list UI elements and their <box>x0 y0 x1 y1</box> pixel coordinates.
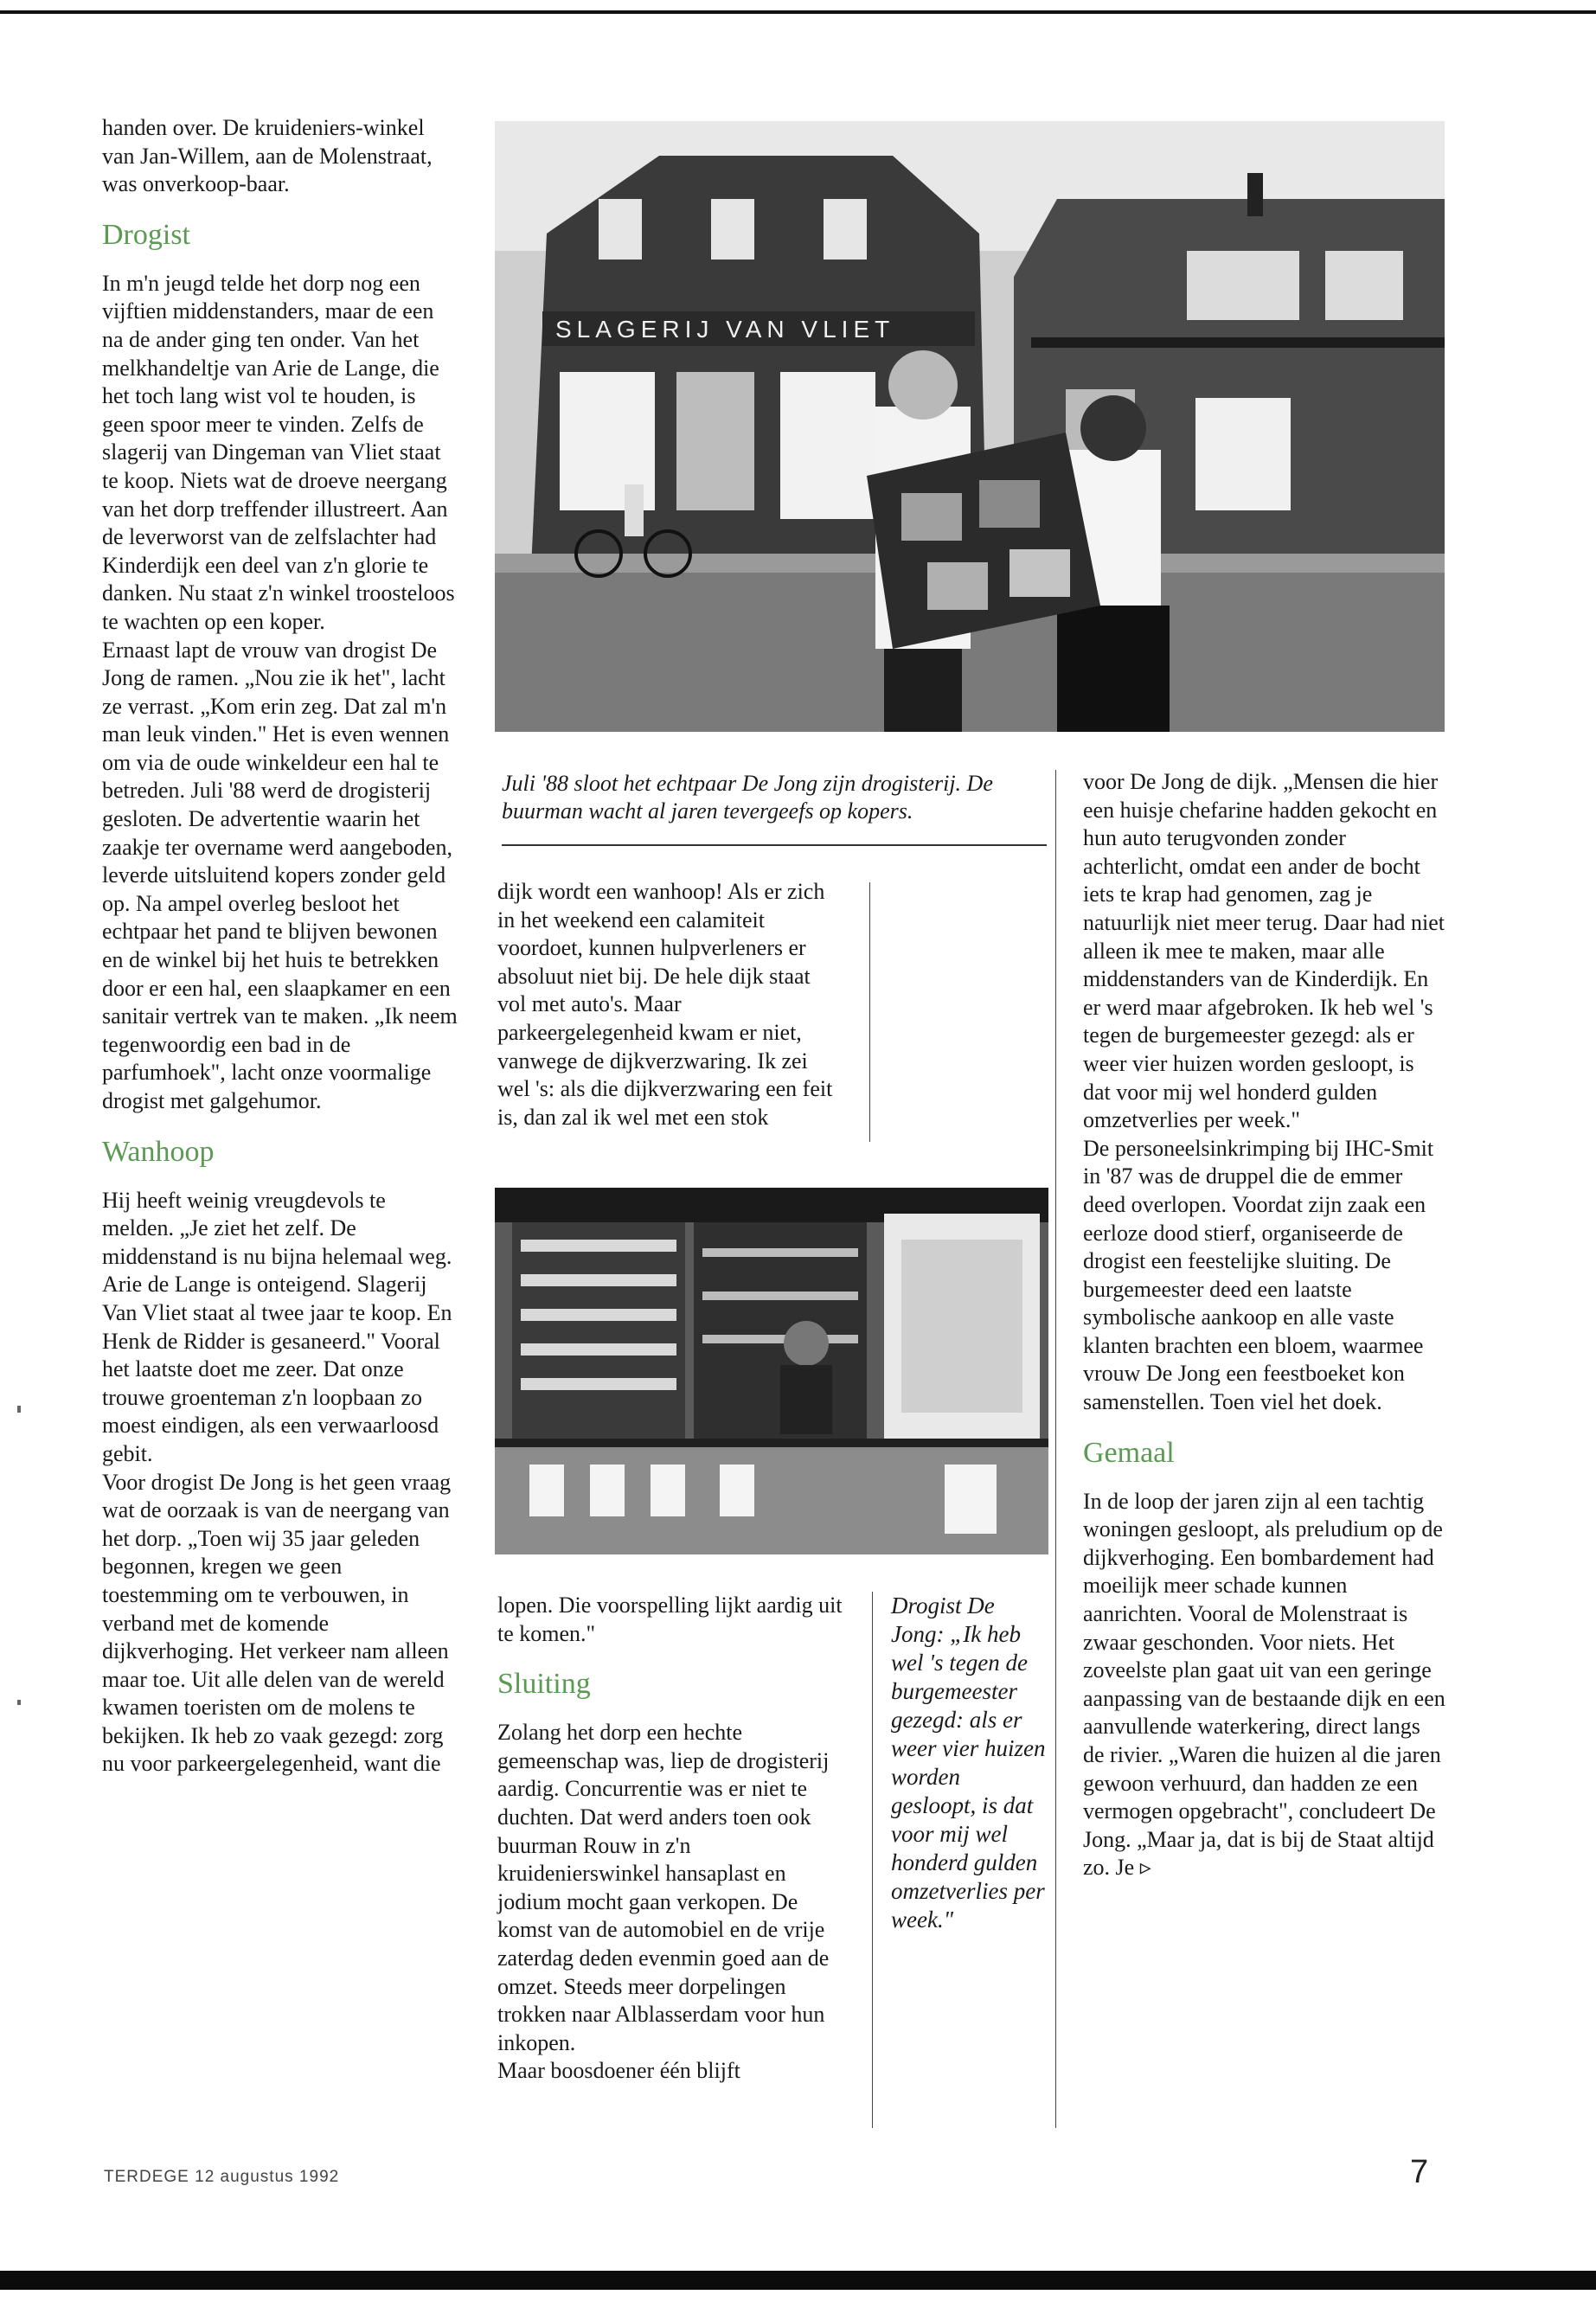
paragraph: Hij heeft weinig vreugdevols te melden. „Je ziet het zelf. De middenstand is nu bijna helemaal weg. Arie de Lange is onteigend. Slagerij Van Vliet staat al twee jaar te koop. En Henk de Ridder is gesaneerd." Vooral het laatste doet me zeer. Dat onze trouwe groenteman z'n loopbaan zo moest eindigen, als een verwaarloosd gebit. <box>102 1187 452 1466</box>
heading-sluiting: Sluiting <box>497 1668 591 1701</box>
paragraph: De personeelsinkrimping bij IHC-Smit in '87 was de druppel die de emmer deed overlopen. Voordat zijn zaak een eerloze dood stierf, organiseerde de drogist een feestelijke sluiting. De burgemeester deed een laatste symbolische aankoop en alle vaste klanten brachten een bloem, waarmee vrouw De Jong een feestboeket kon samenstellen. Toen viel het doek. <box>1083 1135 1434 1415</box>
caption-rule <box>502 844 1047 846</box>
margin-mark <box>17 1406 21 1413</box>
photo-storefront <box>495 121 1445 732</box>
column-rule <box>872 1592 873 2128</box>
column-2-lower <box>497 1592 843 2086</box>
column-1 <box>102 114 458 1779</box>
column-2-upper <box>497 878 839 1131</box>
paragraph: voor De Jong de dijk. „Mensen die hier een huisje chefarine hadden gekocht en hun auto terugvonden zonder achterlicht, omdat een ander de bocht iets te krap had genomen, zag je natuurlijk niet meer terug. Daar had niet alleen ik mee te maken, maar alle middenstanders van de Kinderdijk. En er werd maar afgebroken. Ik heb wel 's tegen de burgemeester gezegd: als er weer vier huizen worden gesloopt, is dat voor mij wel honderd gulden omzetverlies per week." <box>1083 769 1445 1133</box>
column-rule <box>869 882 870 1142</box>
paragraph: dijk wordt een wanhoop! Als er zich in het weekend een calamiteit voordoet, kunnen hulpverleners er absoluut niet bij. De hele dijk staat vol met auto's. Maar parkeergelegenheid kwam er niet, vanwege de dijkverzwaring. Ik zei wel 's: als die dijkverzwaring een feit is, dan zal ik wel met een stok <box>497 879 833 1130</box>
paragraph: lopen. Die voorspelling lijkt aardig uit te komen." <box>497 1593 843 1646</box>
column-3 <box>1083 768 1446 1882</box>
heading-gemaal: Gemaal <box>1083 1436 1175 1469</box>
paragraph: Voor drogist De Jong is het geen vraag wat de oorzaak is van de neergang van het dorp. „Toen wij 35 jaar geleden begonnen, kregen we geen toestemming om te verbouwen, in verband met de komende dijkverhoging. Het verkeer nam alleen maar toe. Uit alle delen van de wereld kwamen toeristen om de molens te bekijken. Ik heb zo vaak gezegd: zorg nu voor parkeergelegenheid, want die <box>102 1469 452 1777</box>
paragraph: In de loop der jaren zijn al een tachtig woningen gesloopt, als preludium op de dijkverhoging. Een bombardement had moeilijk meer schade kunnen aanrichten. Vooral de Molenstraat is zwaar geschonden. Voor niets. Het zoveelste plan gaat uit van een geringe aanpassing van de bestaande dijk en een aanvullende waterkering, direct langs de rivier. „Waren die huizen al die jaren gewoon verhuurd, dan hadden ze een vermogen opgebracht", concludeert De Jong. „Maar ja, dat is bij de Staat altijd zo. Je ▹ <box>1083 1488 1445 1881</box>
shop-sign-text: SLAGERIJ VAN VLIET <box>555 316 895 343</box>
heading-drogist: Drogist <box>102 218 190 251</box>
top-rule <box>0 10 1596 14</box>
storefront-photo-image <box>495 121 1445 732</box>
paragraph: Zolang het dorp een hechte gemeenschap was, liep de drogisterij aardig. Concurrentie was er niet te duchten. Dat werd anders toen ook buurman Rouw in z'n kruidenierswinkel hansaplast en jodium mocht gaan verkopen. De komst van de automobiel en de vrije zaterdag deden evenmin goed aan de omzet. Steeds meer dorpelingen trokken naar Alblasserdam voor hun inkopen. <box>497 1720 830 2055</box>
page-number: 7 <box>1410 2154 1429 2190</box>
paragraph: Maar boosdoener één blijft <box>497 2058 740 2084</box>
paragraph: Ernaast lapt de vrouw van drogist De Jong de ramen. „Nou zie ik het", lacht ze verrast. „Kom erin zeg. Dat zal m'n man leuk vinden." Het is even wennen om via de oude winkeldeur een hal te betreden. Juli '88 werd de drogisterij gesloten. De advertentie waarin het zaakje ter overname werd aangeboden, leverde uitsluitend kopers zonder geld op. Na ampel overleg besloot het echtpaar het pand te blijven bewonen en de winkel bij het huis te betrekken door er een hal, een slaapkamer en een sanitair vertrek van te maken. „Ik neem tegenwoordig een bad in de parfumhoek", lacht onze voormalige drogist met galgehumor. <box>102 637 458 1113</box>
photo-caption: Juli '88 sloot het echtpaar De Jong zijn drogisterij. De buurman wacht al jaren tevergeefs op kopers. <box>502 771 993 824</box>
column-rule <box>1055 770 1056 2128</box>
bottom-scan-edge <box>0 2271 1596 2290</box>
interior-photo-image <box>495 1188 1048 1554</box>
photo-drugstore-interior <box>495 1188 1048 1554</box>
pull-quote: Drogist De Jong: „Ik heb wel 's tegen de burgemeester gezegd: als er weer vier huizen worden gesloopt, is dat voor mij wel honderd gulden omzetverlies per week." <box>891 1593 1046 1932</box>
footer-publication: TERDEGE 12 augustus 1992 <box>104 2168 340 2186</box>
heading-wanhoop: Wanhoop <box>102 1135 215 1168</box>
intro-paragraph: handen over. De kruideniers-winkel van Jan-Willem, aan de Molenstraat, was onverkoop-baar. <box>102 115 433 197</box>
margin-mark <box>17 1700 21 1705</box>
paragraph: In m'n jeugd telde het dorp nog een vijftien middenstanders, maar de een na de ander ging ten onder. Van het melkhandeltje van Arie de Lange, die het toch lang wist vol te houden, is geen spoor meer te vinden. Zelfs de slagerij van Dingeman van Vliet staat te koop. Niets wat de droeve neergang van het dorp treffender illustreert. Aan de leverworst van de zelfslachter had Kinderdijk een deel van z'n glorie te danken. Nu staat z'n winkel troosteloos te wachten op een koper. <box>102 270 455 634</box>
